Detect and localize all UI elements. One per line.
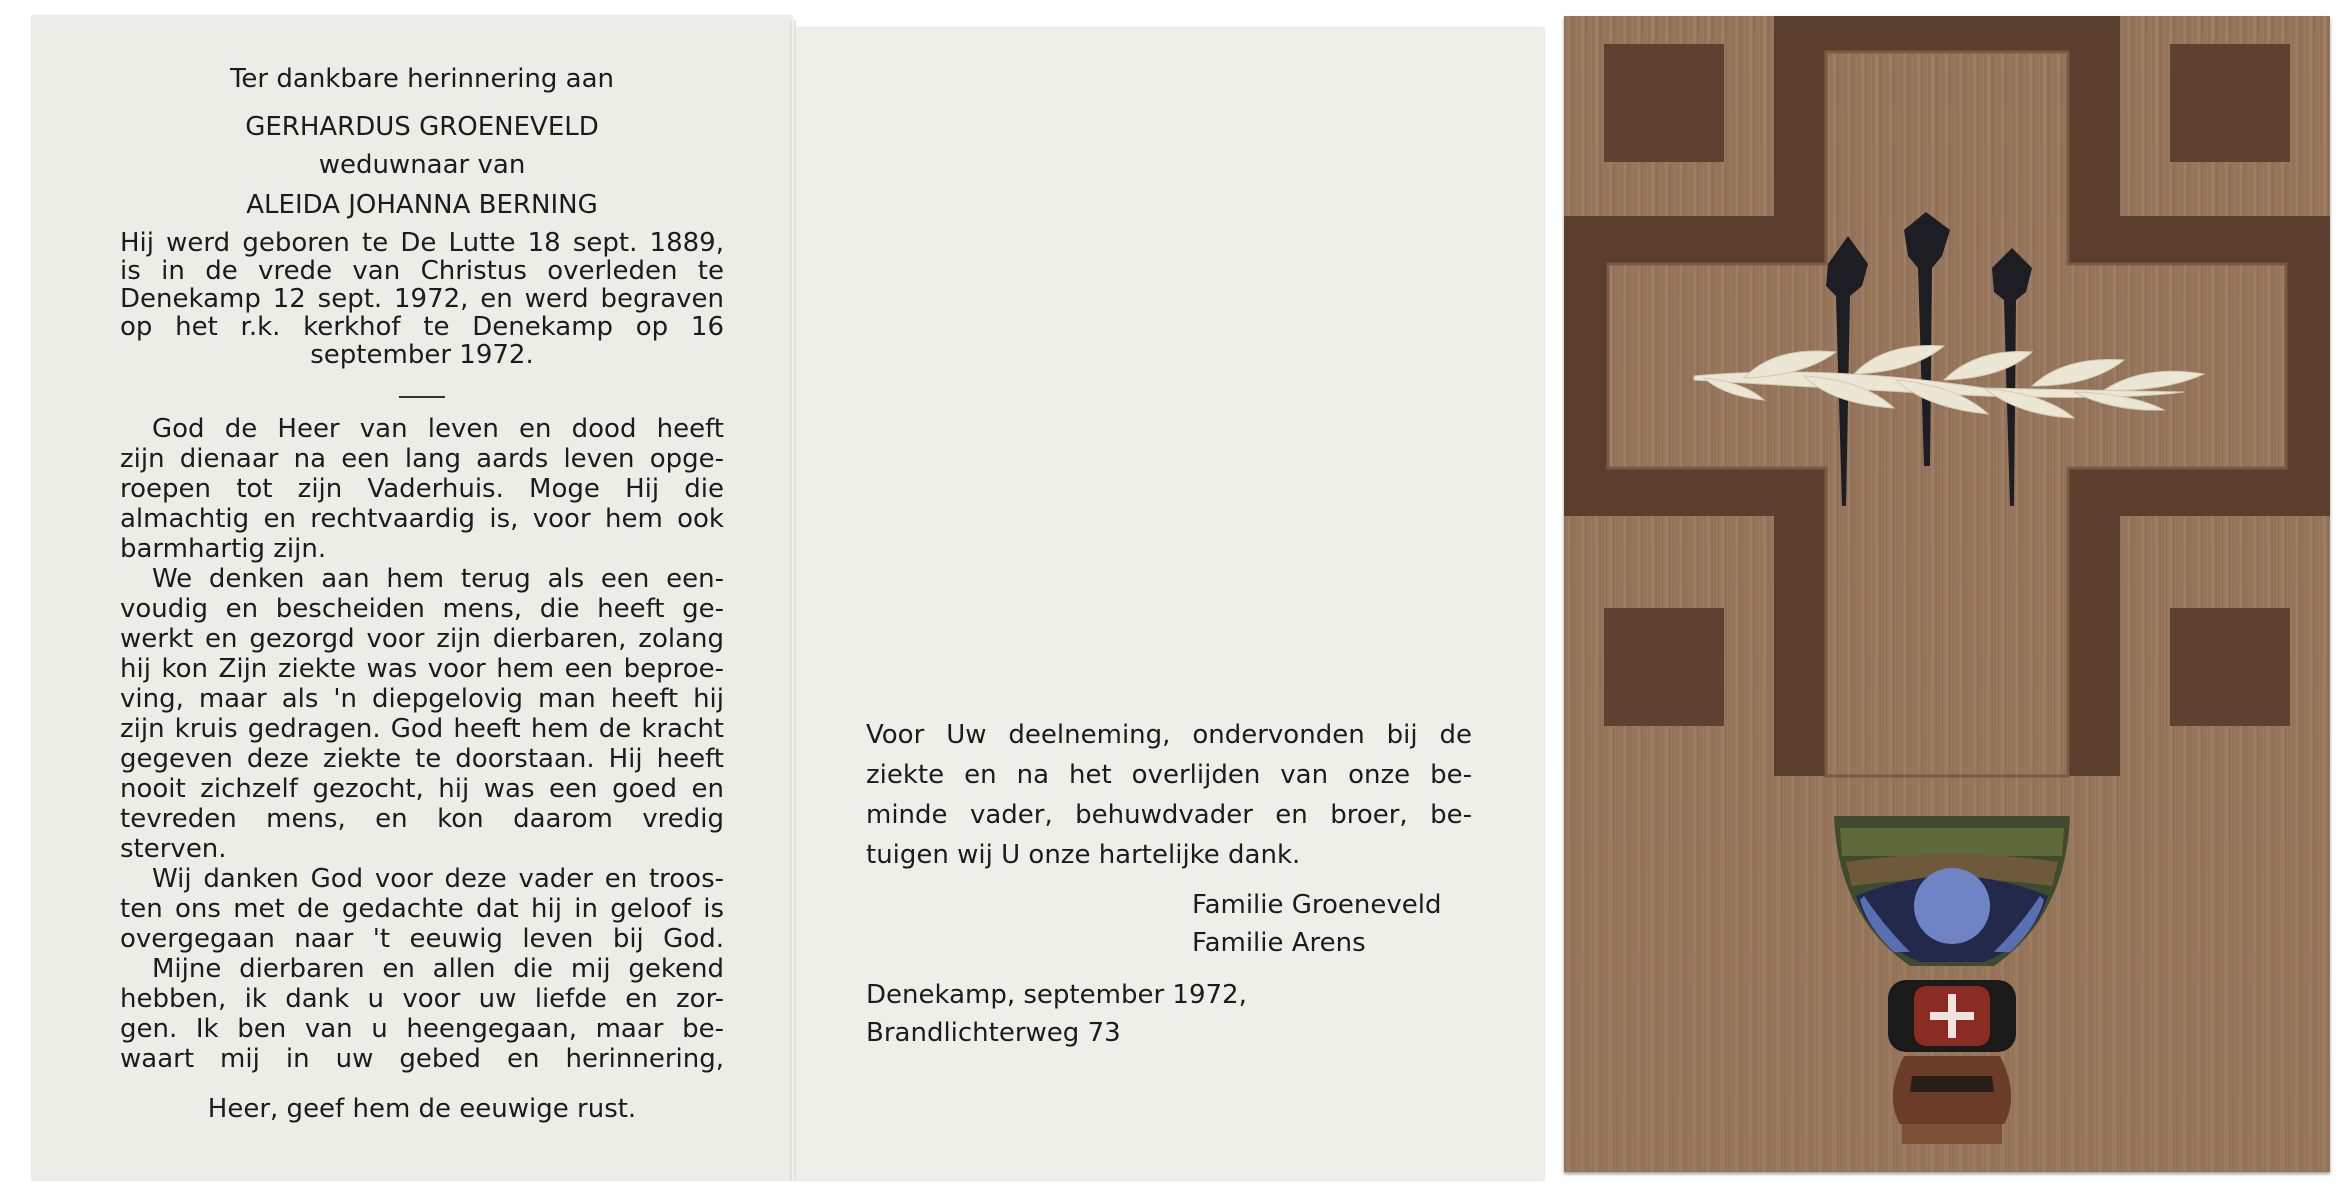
text-line: ten ons met de gedachte dat hij in geloof is (120, 894, 724, 924)
text-line: ving, maar als 'n diepgelovig man heeft hij (120, 684, 724, 714)
text-line: almachtig en rechtvaardig is, voor hem ook (120, 504, 724, 534)
bio-line: september 1972. (310, 340, 534, 370)
closing-prayer: Heer, geef hem de eeuwige rust. (207, 1094, 637, 1124)
text-line: gegeven deze ziekte te doorstaan. Hij heeft (120, 744, 724, 774)
text-line: sterven. (120, 834, 227, 864)
thanks-line: minde vader, behuwdvader en broer, be- (866, 800, 1472, 830)
signature-groeneveld: Familie Groeneveld (1192, 890, 1442, 920)
divider-line (399, 396, 445, 398)
spouse-name: ALEIDA JOHANNA BERNING (246, 190, 598, 220)
text-line: werkt en gezorgd voor zijn dierbaren, zolang (120, 624, 724, 654)
corner-square (2170, 44, 2290, 162)
text-line: hebben, ik dank u voor uw liefde en zor- (120, 984, 724, 1014)
address: Brandlichterweg 73 (866, 1018, 1121, 1048)
cover-illustration (1564, 16, 2330, 1172)
card-fold (790, 20, 796, 1180)
text-line: Mijne dierbaren en allen die mij gekend (152, 954, 724, 984)
text-line: Wij danken God voor deze vader en troos- (152, 864, 724, 894)
bio-line: op het r.k. kerkhof te Denekamp op 16 (120, 312, 724, 342)
corner-square (1604, 608, 1724, 726)
text-line: voudig en bescheiden mens, die heeft ge- (120, 594, 724, 624)
place-date: Denekamp, september 1972, (866, 980, 1247, 1010)
thanks-line: tuigen wij U onze hartelijke dank. (866, 840, 1301, 870)
deceased-name: GERHARDUS GROENEVELD (245, 112, 599, 142)
text-line: hij kon Zijn ziekte was voor hem een beproe- (120, 654, 724, 684)
bio-line: Hij werd geboren te De Lutte 18 sept. 1889, (120, 228, 724, 258)
text-line: zijn kruis gedragen. God heeft hem de kracht (120, 714, 724, 744)
text-line: roepen tot zijn Vaderhuis. Moge Hij die (120, 474, 724, 504)
cross-nails-palm-chalice-icon (1564, 16, 2330, 1172)
text-line: God de Heer van leven en dood heeft (152, 414, 724, 444)
thanks-line: ziekte en na het overlijden van onze be- (866, 760, 1472, 790)
signature-arens: Familie Arens (1192, 928, 1366, 958)
text-line: nooit zichzelf gezocht, hij was een goed en (120, 774, 724, 804)
text-line: We denken aan hem terug als een een- (152, 564, 724, 594)
bio-line: Denekamp 12 sept. 1972, en werd begraven (120, 284, 724, 314)
relation-line: weduwnaar van (318, 150, 526, 180)
text-line: gen. Ik ben van u heengegaan, maar be- (120, 1014, 724, 1044)
text-line: tevreden mens, en kon daarom vredig (120, 804, 724, 834)
intro-line: Ter dankbare herinnering aan (229, 64, 615, 94)
thanks-line: Voor Uw deelneming, ondervonden bij de (866, 720, 1472, 750)
bio-line: is in de vrede van Christus overleden te (120, 256, 724, 286)
corner-square (1604, 44, 1724, 162)
text-line: zijn dienaar na een lang aards leven opge- (120, 444, 724, 474)
text-line: overgegaan naar 't eeuwig leven bij God. (120, 924, 724, 954)
corner-square (2170, 608, 2290, 726)
text-line: barmhartig zijn. (120, 534, 327, 564)
text-line: waart mij in uw gebed en herinnering, (120, 1044, 724, 1074)
